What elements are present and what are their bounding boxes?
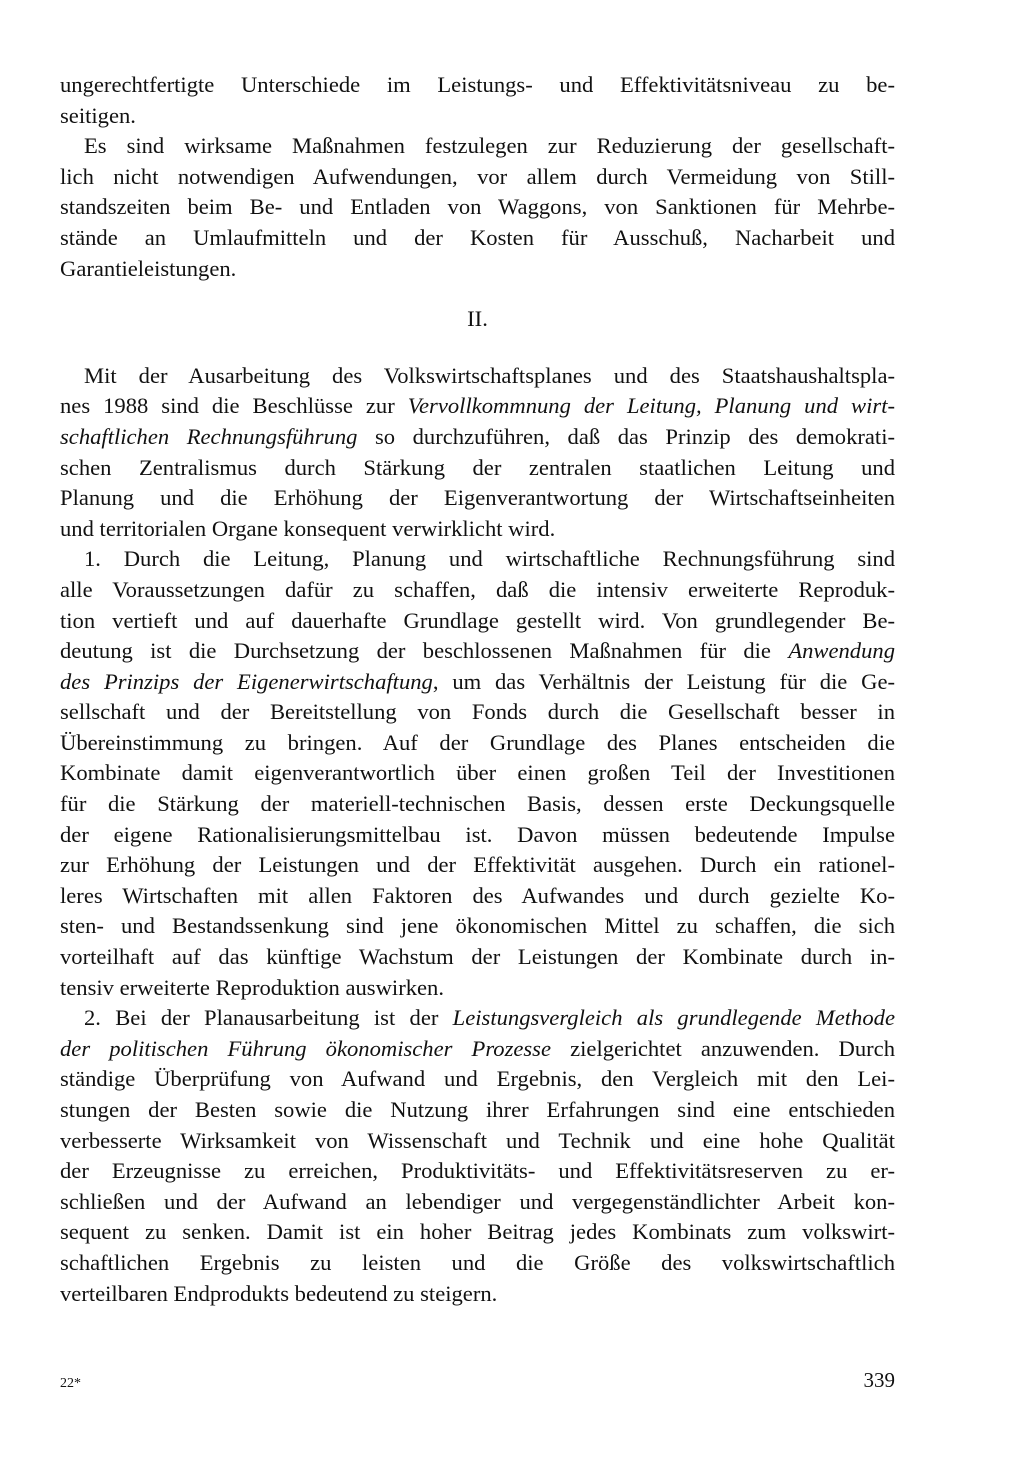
text-line: der politischen Führung ökonomischer Prozesse zielgerichtet anzuwenden. Durch — [60, 1035, 895, 1061]
text-line: standszeiten beim Be- und Entladen von Waggons, von Sanktionen für Mehrbe- — [60, 194, 895, 220]
signature-mark: 22* — [60, 1376, 81, 1391]
text-line: 2. Bei der Planausarbeitung ist der Leistungsvergleich als grundlegende Methode — [84, 1005, 895, 1031]
text-line: ungerechtfertigte Unterschiede im Leistungs- und Effektivitätsniveau zu be- — [60, 72, 895, 97]
text-line: stungen der Besten sowie die Nutzung ihrer Erfahrungen sind eine entschieden — [60, 1097, 895, 1122]
text-line: schaftlichen Ergebnis zu leisten und die Größe des volkswirtschaftlich — [60, 1249, 895, 1275]
text-line: lich nicht notwendigen Aufwendungen, vor allem durch Vermeidung von Still- — [60, 163, 895, 189]
text-line: Mit der Ausarbeitung des Volkswirtschaftsplanes und des Staatshaushaltspla- — [84, 362, 895, 388]
text-line: tensiv erweiterte Reproduktion auswirken. — [60, 974, 444, 1000]
text-line: deutung ist die Durchsetzung der beschlossenen Maßnahmen für die Anwendung — [60, 638, 895, 664]
text-line: für die Stärkung der materiell-technischen Basis, dessen erste Deckungsquelle — [60, 791, 895, 817]
emphasis-text: Anwendung — [788, 638, 895, 664]
text-line: des Prinzips der Eigenerwirtschaftung, um das Verhältnis der Leistung für die Ge- — [60, 668, 895, 694]
text-line: ständige Überprüfung von Aufwand und Ergebnis, den Vergleich mit den Lei- — [60, 1066, 895, 1092]
emphasis-text: der politischen Führung ökonomischer Prozesse — [60, 1035, 551, 1061]
text-line: Garantieleistungen. — [60, 255, 237, 281]
text-line: Kombinate damit eigenverantwortlich über einen großen Teil der Investitionen — [60, 760, 895, 786]
document-body — [60, 70, 895, 1309]
text-line: sequent zu senken. Damit ist ein hoher Beitrag jedes Kombinats zum volkswirt- — [60, 1219, 895, 1245]
page-number: 339 — [863, 1368, 895, 1392]
text-line: schließen und der Aufwand an lebendiger und vergegenständlichter Arbeit kon- — [60, 1188, 895, 1214]
text-line: verteilbaren Endprodukts bedeutend zu steigern. — [60, 1280, 498, 1306]
text-line: Planung und die Erhöhung der Eigenverantwortung der Wirtschaftseinheiten — [60, 485, 895, 511]
emphasis-text: des Prinzips der Eigenerwirtschaftung — [60, 668, 433, 694]
text-line: sellschaft und der Bereitstellung von Fonds durch die Gesellschaft besser in — [60, 699, 895, 725]
text-line: Übereinstimmung zu bringen. Auf der Grundlage des Planes entscheiden die — [60, 729, 895, 755]
text-line: nes 1988 sind die Beschlüsse zur Vervollkommnung der Leitung, Planung und wirt- — [60, 393, 895, 419]
text-line: seitigen. — [60, 102, 136, 128]
text-line: stände an Umlaufmitteln und der Kosten für Ausschuß, Nacharbeit und — [60, 224, 895, 250]
text-line: Es sind wirksame Maßnahmen festzulegen zur Reduzierung der gesellschaft- — [84, 133, 895, 159]
text-line: schaftlichen Rechnungsführung so durchzuführen, daß das Prinzip des demokrati- — [60, 423, 895, 449]
text-line: vorteilhaft auf das künftige Wachstum der Leistungen der Kombinate durch in- — [60, 944, 895, 970]
text-line: der eigene Rationalisierungsmittelbau ist. Davon müssen bedeutende Impulse — [60, 821, 895, 847]
text-line: schen Zentralismus durch Stärkung der zentralen staatlichen Leitung und — [60, 454, 895, 480]
emphasis-text: Vervollkommnung der Leitung, Planung und wirt- — [407, 393, 895, 419]
text-line: und territorialen Organe konsequent verwirklicht wird. — [60, 515, 556, 541]
section-heading: II. — [467, 306, 488, 332]
text-line: 1. Durch die Leitung, Planung und wirtschaftliche Rechnungsführung sind — [84, 546, 895, 572]
emphasis-text: Leistungsvergleich als grundlegende Methode — [452, 1005, 895, 1031]
text-line: sten- und Bestandssenkung sind jene ökonomischen Mittel zu schaffen, die sich — [60, 913, 895, 939]
emphasis-text: schaftlichen Rechnungsführung — [60, 423, 358, 449]
text-line: der Erzeugnisse zu erreichen, Produktivitäts- und Effektivitätsreserven zu er- — [60, 1158, 895, 1184]
text-line: verbesserte Wirksamkeit von Wissenschaft und Technik und eine hohe Qualität — [60, 1127, 895, 1153]
text-line: tion vertieft und auf dauerhafte Grundlage gestellt wird. Von grundlegender Be- — [60, 607, 895, 633]
text-line: zur Erhöhung der Leistungen und der Effektivität ausgehen. Durch ein rationel- — [60, 852, 895, 878]
text-line: alle Voraussetzungen dafür zu schaffen, daß die intensiv erweiterte Reproduk- — [60, 576, 895, 602]
text-line: leres Wirtschaften mit allen Faktoren des Aufwandes und durch gezielte Ko- — [60, 882, 895, 908]
